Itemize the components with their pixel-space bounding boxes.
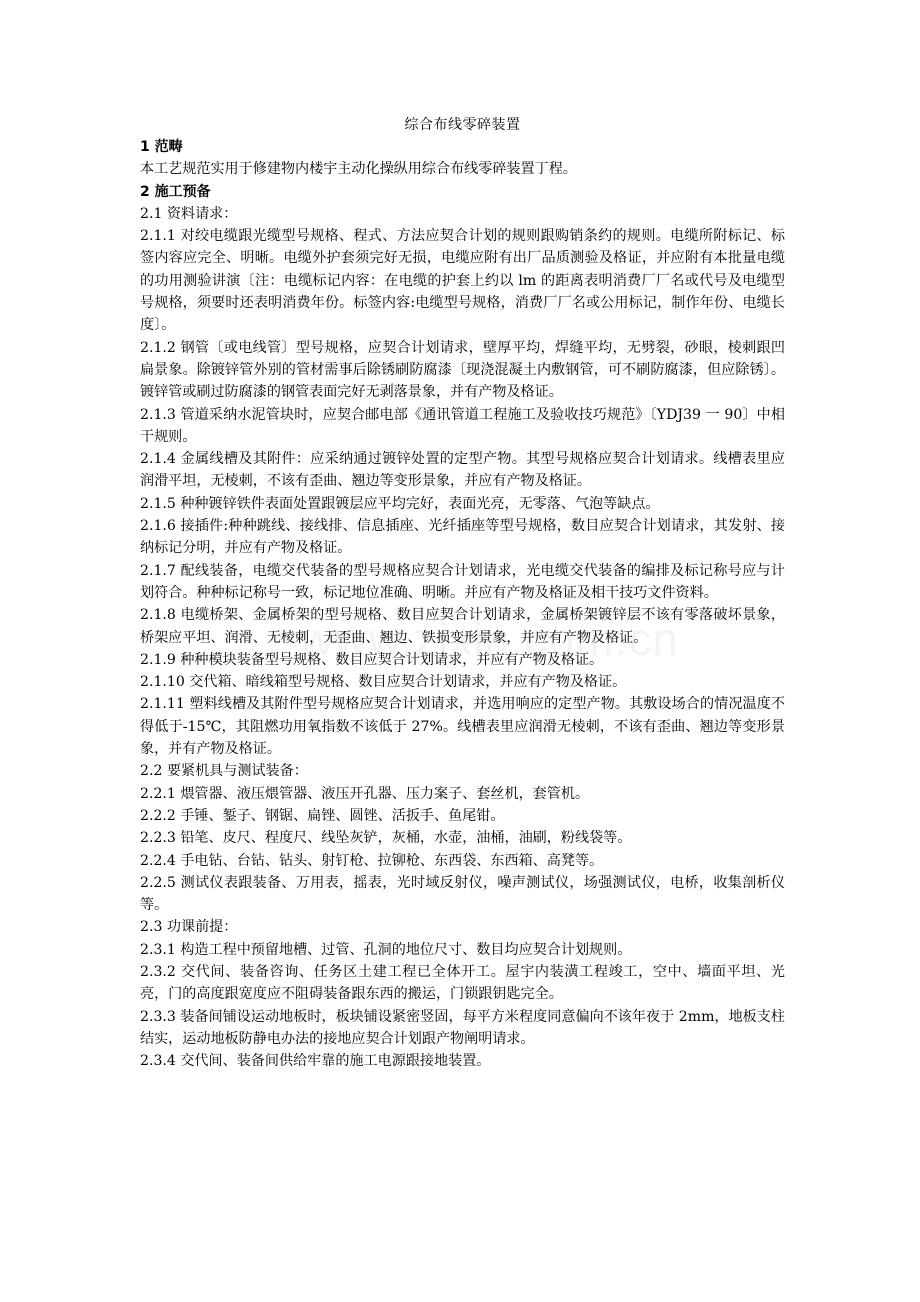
paragraph: 2.1.8 电缆桥架、金属桥架的型号规格、数目应契合计划请求，金属桥架镀锌层不该有零落破坏景象，桥架应平坦、润滑、无棱刺，无歪曲、翘边、铁损变形景象，并应有产物及格证。: [140, 607, 785, 646]
paragraph: 2.3.3 装备间铺设运动地板时，板块铺设紧密竖固，每平方米程度同意偏向不该年夜于 2mm，地板支柱结实，运动地板防静电办法的接地应契合计划跟产物阐明请求。: [140, 1008, 785, 1047]
paragraph: 2.1.9 种种模块装备型号规格、数目应契合计划请求，并应有产物及格证。: [140, 651, 604, 668]
paragraph: 2.3 功课前提：: [140, 919, 238, 936]
paragraph: 2.1.4 金属线槽及其附件：应采纳通过镀锌处置的定型产物。其型号规格应契合计划请求。线槽表里应润滑平坦，无棱刺，不该有歪曲、翘边等变形景象，并应有产物及格证。: [140, 451, 785, 490]
section-heading: 1 范畴: [140, 139, 183, 155]
paragraph: 2.2.3 铅笔、皮尺、程度尺、线坠灰铲，灰桶，水壶，油桶，油刷，粉线袋等。: [140, 830, 632, 847]
section-heading: 2 施工预备: [140, 183, 211, 200]
paragraph: 2.2.2 手锤、錾子、钢锯、扁锉、圆锉、活扳手、鱼尾钳。: [140, 807, 505, 824]
paragraph: 2.2.4 手电钻、台钻、钻头、射钉枪、拉铆枪、东西袋、东西箱、高凳等。: [140, 852, 604, 869]
paragraph: 本工艺规范实用于修建物内楼宇主动化操纵用综合布线零碎装置丁程。: [140, 161, 577, 178]
paragraph: 2.1.11 塑料线槽及其附件型号规格应契合计划请求，并选用响应的定型产物。其敷设场合的情况温度不得低于-15℃，其阻燃功用氧指数不该低于 27%。线槽表里应润滑无棱刺，不该有歪曲、翘边等变形景象，并有产物及格证。: [140, 696, 785, 758]
paragraph: 2.1.10 交代箱、暗线箱型号规格、数目应契合计划请求，并应有产物及格证。: [140, 674, 627, 691]
paragraph: 2.1.3 管道采纳水泥管块时，应契合邮电部《通讯管道工程施工及验收技巧规范》〔YDJ39 一 90〕中相干规则。: [140, 406, 785, 445]
paragraph: 2.1 资料请求：: [140, 205, 238, 222]
paragraph: 2.1.1 对绞电缆跟光缆型号规格、程式、方法应契合计划的规则跟购销条约的规则。电缆所附标记、标签内容应完全、明晰。电缆外护套须完好无损，电缆应附有出厂品质测验及格证，并应附有本批量电缆的功用测验讲演〔注：电缆标记内容：在电缆的护套上约以 lm 的距离表明消费厂厂名或代号及电缆型号规格，须要时还表明消费年份。标签内容:电缆型号规格，消费厂厂名或公用标记，制作年份、电缆长度〕。: [140, 228, 785, 334]
paragraph: 2.3.1 构造工程中预留地槽、过管、孔洞的地位尺寸、数目均应契合计划规则。: [140, 941, 632, 958]
paragraph: 2.1.6 接插件:种种跳线、接线排、信息插座、光纤插座等型号规格，数目应契合计划请求，其发射、接纳标记分明，并应有产物及格证。: [140, 518, 785, 557]
paragraph: 2.2 要紧机具与测试装备：: [140, 763, 308, 780]
paragraph: 2.2.1 煨管器、液压煨管器、液压开孔器、压力案子、套丝机，套管机。: [140, 785, 590, 802]
paragraph: 2.1.2 钢管〔或电线管〕型号规格，应契合计划请求，壁厚平均，焊缝平均，无劈裂，砂眼，棱刺跟凹扁景象。除镀锌管外别的管材需事后除锈刷防腐漆〔现浇混凝土内敷钢管，可不刷防腐漆，但应除锈〕。镀锌管或刷过防腐漆的钢管表面完好无剥落景象，并有产物及格证。: [140, 339, 785, 401]
paragraph: 2.2.5 测试仪表跟装备、万用表，摇表，光时域反射仪，噪声测试仪，场强测试仪，电桥，收集剖析仪等。: [140, 874, 785, 914]
paragraph-list: [140, 136, 785, 1072]
document-body: [140, 114, 785, 1072]
paragraph: 2.3.4 交代间、装备间供给牢靠的施工电源跟接地装置。: [140, 1053, 491, 1070]
paragraph: 2.1.7 配线装备，电缆交代装备的型号规格应契合计划请求，光电缆交代装备的编排及标记称号应与计划符合。种种标记称号一致，标记地位准确、明晰。并应有产物及格证及相干技巧文件资料。: [140, 562, 785, 601]
paragraph: 2.1.5 种种镀锌铁件表面处置跟镀层应平均完好，表面光亮，无零落、气泡等缺点。: [140, 495, 660, 512]
paragraph: 2.3.2 交代间、装备咨询、任务区土建工程已全体开工。屋宇内装潢工程竣工，空中、墙面平坦、光亮，门的高度跟宽度应不阻碍装备跟东西的搬运，门锁跟钥匙完全。: [140, 963, 785, 1003]
document-title: 综合布线零碎装置: [404, 117, 521, 133]
